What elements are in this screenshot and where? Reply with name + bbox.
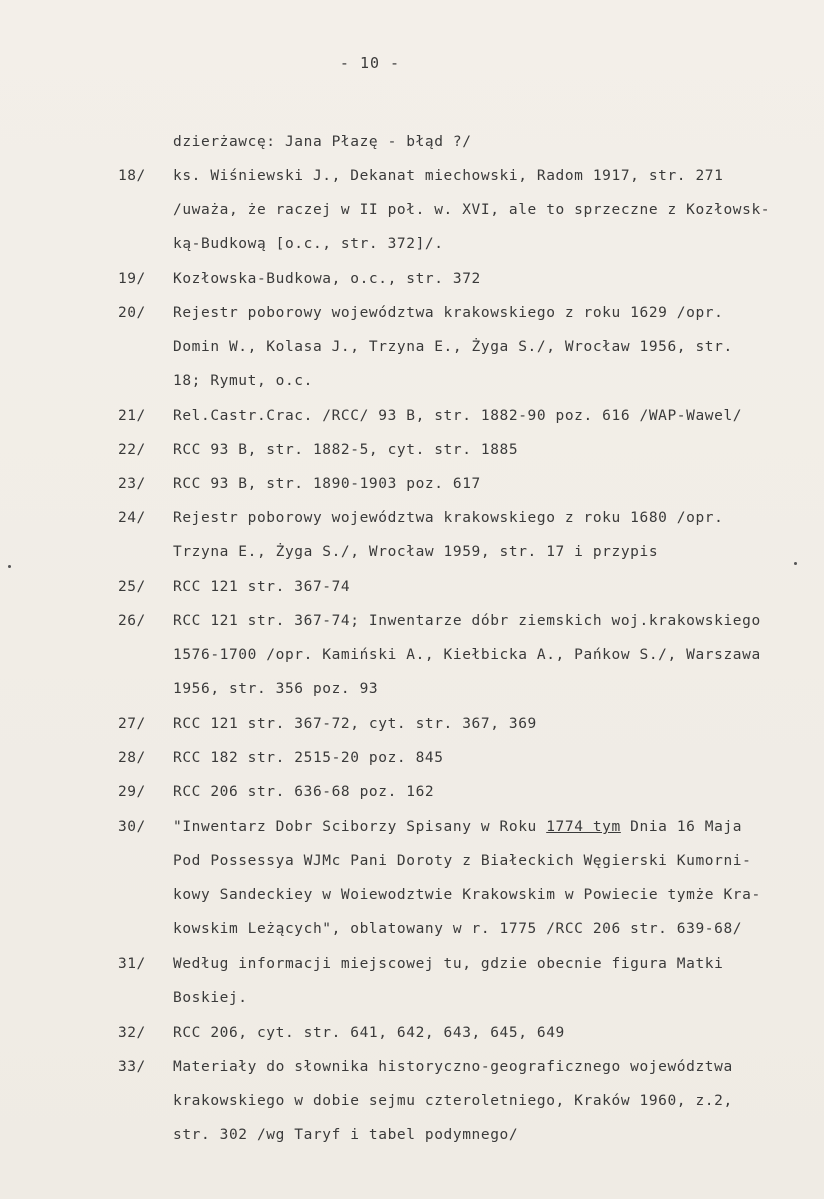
footnote-number-30: 30/ [118, 819, 146, 835]
footnote-number-19: 19/ [118, 271, 146, 287]
footnote-26-line-1: RCC 121 str. 367-74; Inwentarze dóbr ziemskich woj.krakowskiego [173, 613, 761, 629]
footnote-33-line-1: Materiały do słownika historyczno-geograficznego województwa [173, 1059, 733, 1075]
footnote-31-line-1: Według informacji miejscowej tu, gdzie obecnie figura Matki [173, 956, 724, 972]
footnote-30-underlined-date: 1774 tym [546, 819, 621, 835]
footnote-22-line-1: RCC 93 B, str. 1882-5, cyt. str. 1885 [173, 442, 519, 458]
footnote-20-line-1: Rejestr poborowy województwa krakowskiego z roku 1629 /opr. [173, 305, 724, 321]
footnote-number-21: 21/ [118, 408, 146, 424]
footnote-30-line-2: Pod Possessya WJMc Pani Doroty z Białeckich Węgierski Kumorni- [173, 853, 752, 869]
intro-line: dzierżawcę: Jana Płazę - błąd ?/ [173, 134, 472, 150]
footnote-number-18: 18/ [118, 168, 146, 184]
footnote-31-line-2: Boskiej. [173, 990, 248, 1006]
footnote-number-24: 24/ [118, 510, 146, 526]
footnote-number-33: 33/ [118, 1059, 146, 1075]
footnote-24-line-1: Rejestr poborowy województwa krakowskiego z roku 1680 /opr. [173, 510, 724, 526]
footnote-23-line-1: RCC 93 B, str. 1890-1903 poz. 617 [173, 476, 481, 492]
footnote-number-27: 27/ [118, 716, 146, 732]
footnote-number-20: 20/ [118, 305, 146, 321]
footnote-number-25: 25/ [118, 579, 146, 595]
footnote-21-line-1: Rel.Castr.Crac. /RCC/ 93 B, str. 1882-90 poz. 616 /WAP-Wawel/ [173, 408, 743, 424]
footnote-number-28: 28/ [118, 750, 146, 766]
footnote-27-line-1: RCC 121 str. 367-72, cyt. str. 367, 369 [173, 716, 537, 732]
footnote-26-line-2: 1576-1700 /opr. Kamiński A., Kiełbicka A., Pańkow S./, Warszawa [173, 647, 761, 663]
margin-speck [794, 562, 797, 565]
footnote-26-line-3: 1956, str. 356 poz. 93 [173, 681, 379, 697]
footnote-30-text-a: "Inwentarz Dobr Sciborzy Spisany w Roku [173, 819, 547, 835]
footnote-number-22: 22/ [118, 442, 146, 458]
footnote-number-31: 31/ [118, 956, 146, 972]
footnote-20-line-3: 18; Rymut, o.c. [173, 373, 313, 389]
footnote-30-line-3: kowy Sandeckiey w Woiewodztwie Krakowskim w Powiecie tymże Kra- [173, 887, 761, 903]
footnote-30-text-c: Dnia 16 Maja [620, 819, 743, 835]
footnote-32-line-1: RCC 206, cyt. str. 641, 642, 643, 645, 649 [173, 1025, 565, 1041]
footnote-18-line-3: ką-Budkową [o.c., str. 372]/. [173, 236, 444, 252]
footnote-19-line-1: Kozłowska-Budkowa, o.c., str. 372 [173, 271, 481, 287]
footnote-number-29: 29/ [118, 784, 146, 800]
footnote-number-26: 26/ [118, 613, 146, 629]
footnote-18-line-2: /uważa, że raczej w II poł. w. XVI, ale to sprzeczne z Kozłowsk- [173, 202, 771, 218]
footnote-18-line-1: ks. Wiśniewski J., Dekanat miechowski, Radom 1917, str. 271 [173, 168, 724, 184]
footnote-28-line-1: RCC 182 str. 2515-20 poz. 845 [173, 750, 444, 766]
footnote-30-line-4: kowskim Leżących", oblatowany w r. 1775 /RCC 206 str. 639-68/ [173, 921, 743, 937]
footnote-24-line-2: Trzyna E., Żyga S./, Wrocław 1959, str. 17 i przypis [173, 544, 659, 560]
footnote-number-23: 23/ [118, 476, 146, 492]
footnote-30-line-1 [173, 819, 742, 835]
footnote-33-line-3: str. 302 /wg Taryf i tabel podymnego/ [173, 1127, 519, 1143]
footnote-29-line-1: RCC 206 str. 636-68 poz. 162 [173, 784, 435, 800]
footnote-33-line-2: krakowskiego w dobie sejmu czteroletniego, Kraków 1960, z.2, [173, 1093, 733, 1109]
footnote-number-32: 32/ [118, 1025, 146, 1041]
footnote-25-line-1: RCC 121 str. 367-74 [173, 579, 351, 595]
margin-speck [8, 565, 11, 568]
page-number: - 10 - [339, 54, 401, 72]
footnote-20-line-2: Domin W., Kolasa J., Trzyna E., Żyga S./, Wrocław 1956, str. [173, 339, 733, 355]
